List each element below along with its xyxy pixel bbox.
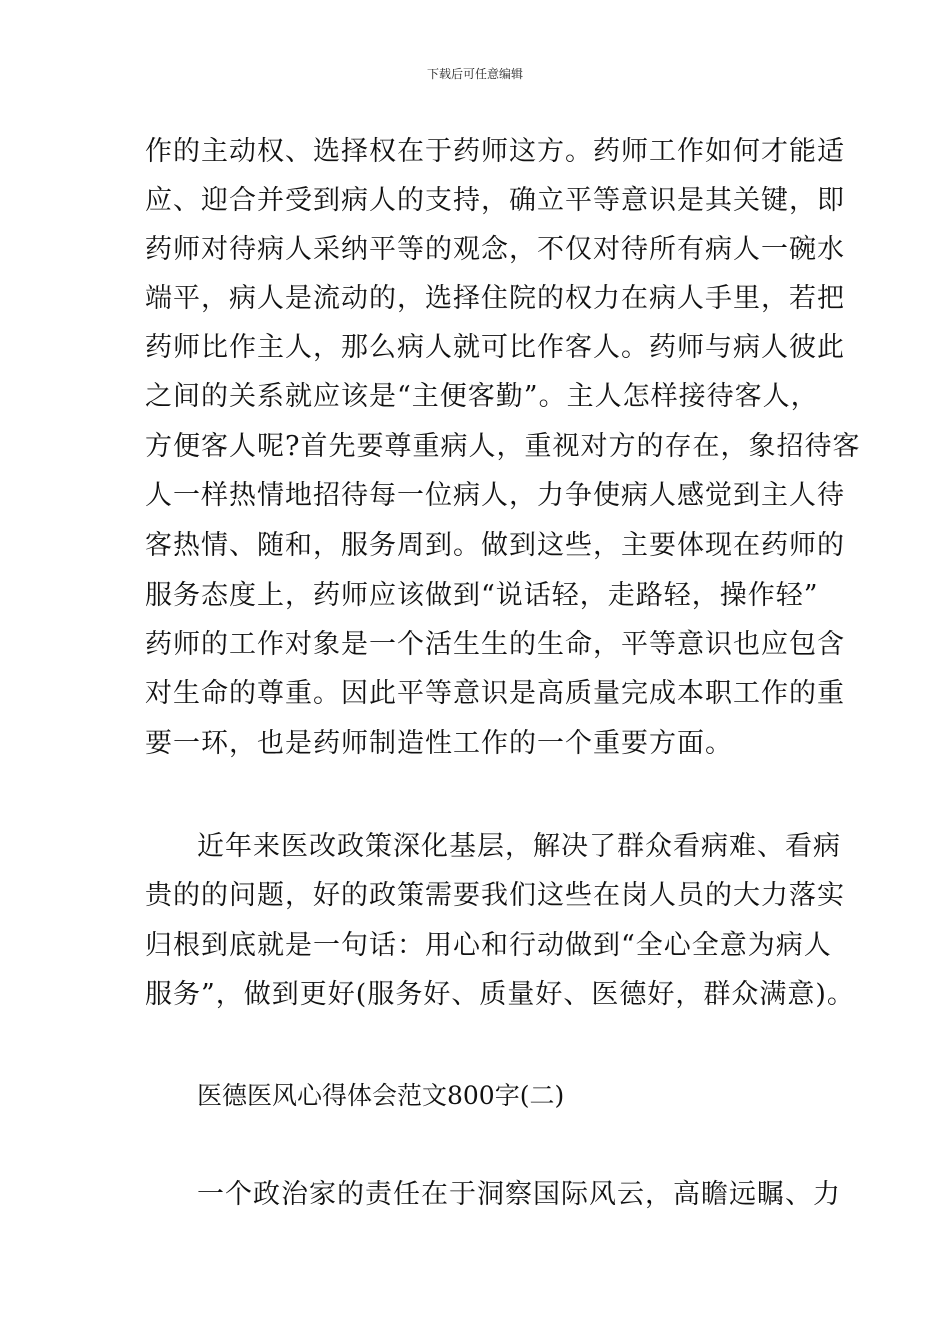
section-heading: 医德医风心得体会范文800字(二) [197, 1081, 565, 1110]
text-line: 客热情、随和，服务周到。做到这些，主要体现在药师的 [145, 530, 845, 561]
text-line: 之间的关系就应该是“主便客勤”。主人怎样接待客人， [145, 381, 819, 412]
text-line: 人一样热情地招待每一位病人，力争使病人感觉到主人待 [145, 480, 845, 511]
text-line: 对生命的尊重。因此平等意识是高质量完成本职工作的重 [145, 678, 845, 709]
text-line: 方便客人呢?首先要尊重病人，重视对方的存在，象招待客 [145, 431, 861, 462]
text-line: 应、迎合并受到病人的支持，确立平等意识是其关键，即 [145, 185, 845, 216]
text-line: 近年来医改政策深化基层，解决了群众看病难、看病 [197, 831, 841, 862]
text-line: 药师对待病人采纳平等的观念，不仅对待所有病人一碗水 [145, 234, 845, 265]
text-line: 端平，病人是流动的，选择住院的权力在病人手里，若把 [145, 283, 845, 314]
text-line: 服务”，做到更好(服务好、质量好、医德好，群众满意)。 [145, 979, 855, 1010]
text-line: 要一环，也是药师制造性工作的一个重要方面。 [145, 728, 733, 759]
text-line: 贵的的问题，好的政策需要我们这些在岗人员的大力落实 [145, 880, 845, 911]
text-line: 归根到底就是一句话：用心和行动做到“全心全意为病人 [145, 930, 832, 961]
page-header-note: 下载后可任意编辑 [426, 67, 523, 81]
text-line: 药师比作主人，那么病人就可比作客人。药师与病人彼此 [145, 332, 845, 363]
text-line: 作的主动权、选择权在于药师这方。药师工作如何才能适 [145, 136, 845, 167]
text-line: 一个政治家的责任在于洞察国际风云，高瞻远瞩、力 [197, 1179, 841, 1210]
text-line: 药师的工作对象是一个活生生的生命，平等意识也应包含 [145, 629, 845, 660]
text-line: 服务态度上，药师应该做到“说话轻，走路轻，操作轻” [145, 580, 819, 611]
